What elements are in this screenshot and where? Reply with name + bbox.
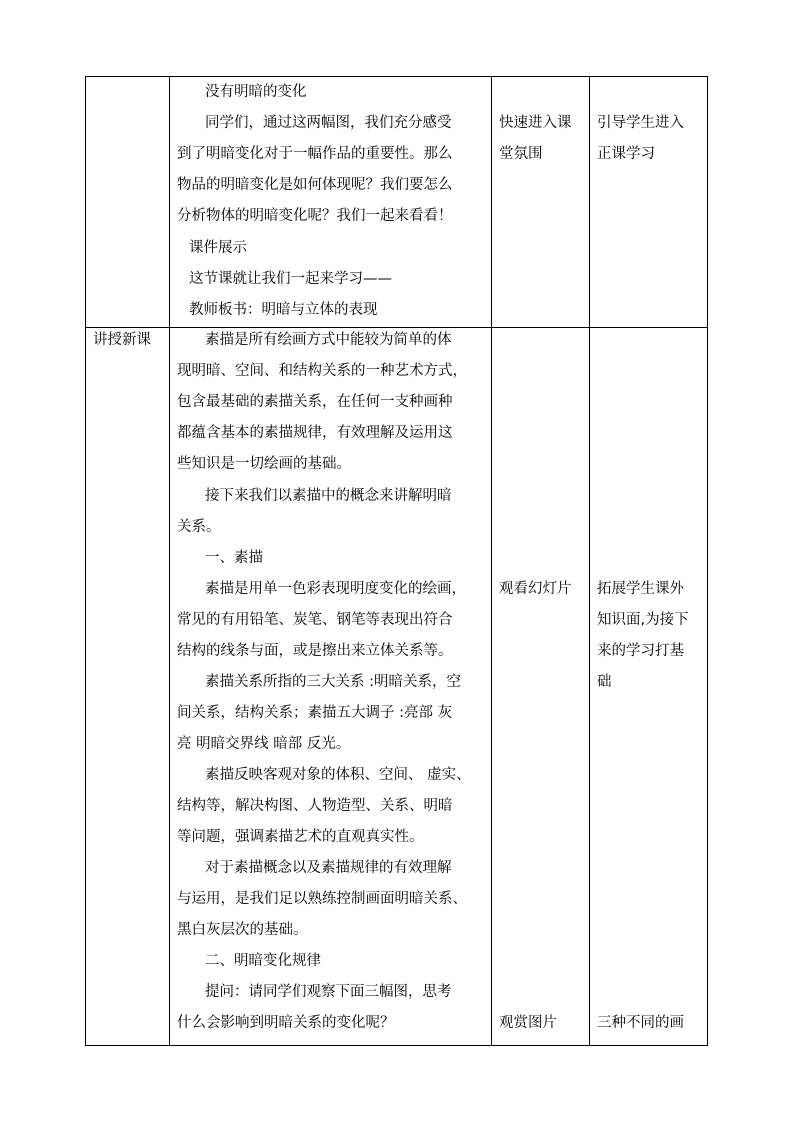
content-line: 黑白灰层次的基础。	[177, 922, 308, 938]
intent-line: 知识面,为接下	[597, 612, 689, 628]
content-line: 提问：请同学们观察下面三幅图，思考	[205, 984, 452, 1000]
stage-cell	[86, 77, 170, 328]
student-line: 堂氛围	[499, 146, 543, 162]
stage-label: 讲授新课	[93, 332, 151, 348]
intent-line: 拓展学生课外	[597, 581, 684, 597]
content-line: 课件展示	[189, 240, 247, 256]
intent-line: 引导学生进入	[597, 115, 684, 131]
content-line: 等问题，强调素描艺术的直观真实性。	[177, 829, 424, 845]
content-line: 常见的有用铅笔、炭笔、钢笔等表现出符合	[177, 612, 453, 628]
content-line: 结构等，解决构图、人物造型、关系、明暗	[177, 798, 453, 814]
content-line: 包含最基础的素描关系，在任何一支种画种	[177, 394, 453, 410]
content-line: 教师板书：明暗与立体的表现	[189, 302, 378, 318]
student-line: 快速进入课	[499, 115, 572, 131]
content-line: 这节课就让我们一起来学习——	[189, 271, 392, 287]
content-line: 结构的线条与面，或是擦出来立体关系等。	[177, 643, 453, 659]
intent-line: 三种不同的画	[597, 1015, 684, 1031]
lesson-plan-table	[85, 76, 708, 1046]
content-line: 现明暗、空间、和结构关系的一种艺术方式，	[177, 363, 467, 379]
student-line: 观赏图片	[499, 1015, 557, 1031]
student-line: 观看幻灯片	[499, 581, 572, 597]
intent-line: 正课学习	[597, 146, 655, 162]
content-line: 对于素描概念以及素描规律的有效理解	[205, 860, 452, 876]
table-row	[86, 77, 708, 328]
student-activity-cell	[492, 77, 590, 328]
student-activity-cell	[492, 328, 590, 1046]
content-line: 素描是所有绘画方式中能较为简单的体	[205, 332, 452, 348]
content-line: 同学们，通过这两幅图，我们充分感受	[205, 115, 452, 131]
intent-line: 来的学习打基	[597, 643, 684, 659]
table-row	[86, 328, 708, 1046]
content-line: 素描是用单一色彩表现明度变化的绘画，	[205, 581, 466, 597]
content-line: 都蕴含基本的素描规律，有效理解及运用这	[177, 425, 453, 441]
content-line: 没有明暗的变化	[205, 84, 307, 100]
content-line: 些知识是一切绘画的基础。	[177, 456, 351, 472]
content-line: 素描关系所指的三大关系 :明暗关系，空	[205, 674, 461, 690]
stage-label	[86, 77, 169, 327]
content-line: 素描反映客观对象的体积、空间、 虚实、	[205, 767, 471, 783]
teacher-activity-cell	[170, 328, 492, 1046]
intent-line: 础	[597, 674, 612, 690]
content-line: 二、明暗变化规律	[205, 953, 321, 969]
teacher-activity-cell	[170, 77, 492, 328]
content-line: 什么会影响到明暗关系的变化呢？	[177, 1015, 395, 1031]
content-line: 物品的明暗变化是如何体现呢？我们要怎么	[177, 177, 453, 193]
design-intent-cell	[590, 328, 708, 1046]
content-line: 与运用，是我们足以熟练控制画面明暗关系、	[177, 891, 467, 907]
content-line: 亮 明暗交界线 暗部 反光。	[177, 736, 351, 752]
content-line: 分析物体的明暗变化呢？我们一起来看看！	[177, 208, 453, 224]
design-intent-cell	[590, 77, 708, 328]
content-line: 间关系，结构关系；素描五大调子 :亮部 灰	[177, 705, 453, 721]
content-line: 接下来我们以素描中的概念来讲解明暗	[205, 488, 452, 504]
stage-cell	[86, 328, 170, 1046]
content-line: 关系。	[177, 519, 221, 535]
content-line: 到了明暗变化对于一幅作品的重要性。那么	[177, 146, 453, 162]
content-line: 一、素描	[205, 550, 263, 566]
